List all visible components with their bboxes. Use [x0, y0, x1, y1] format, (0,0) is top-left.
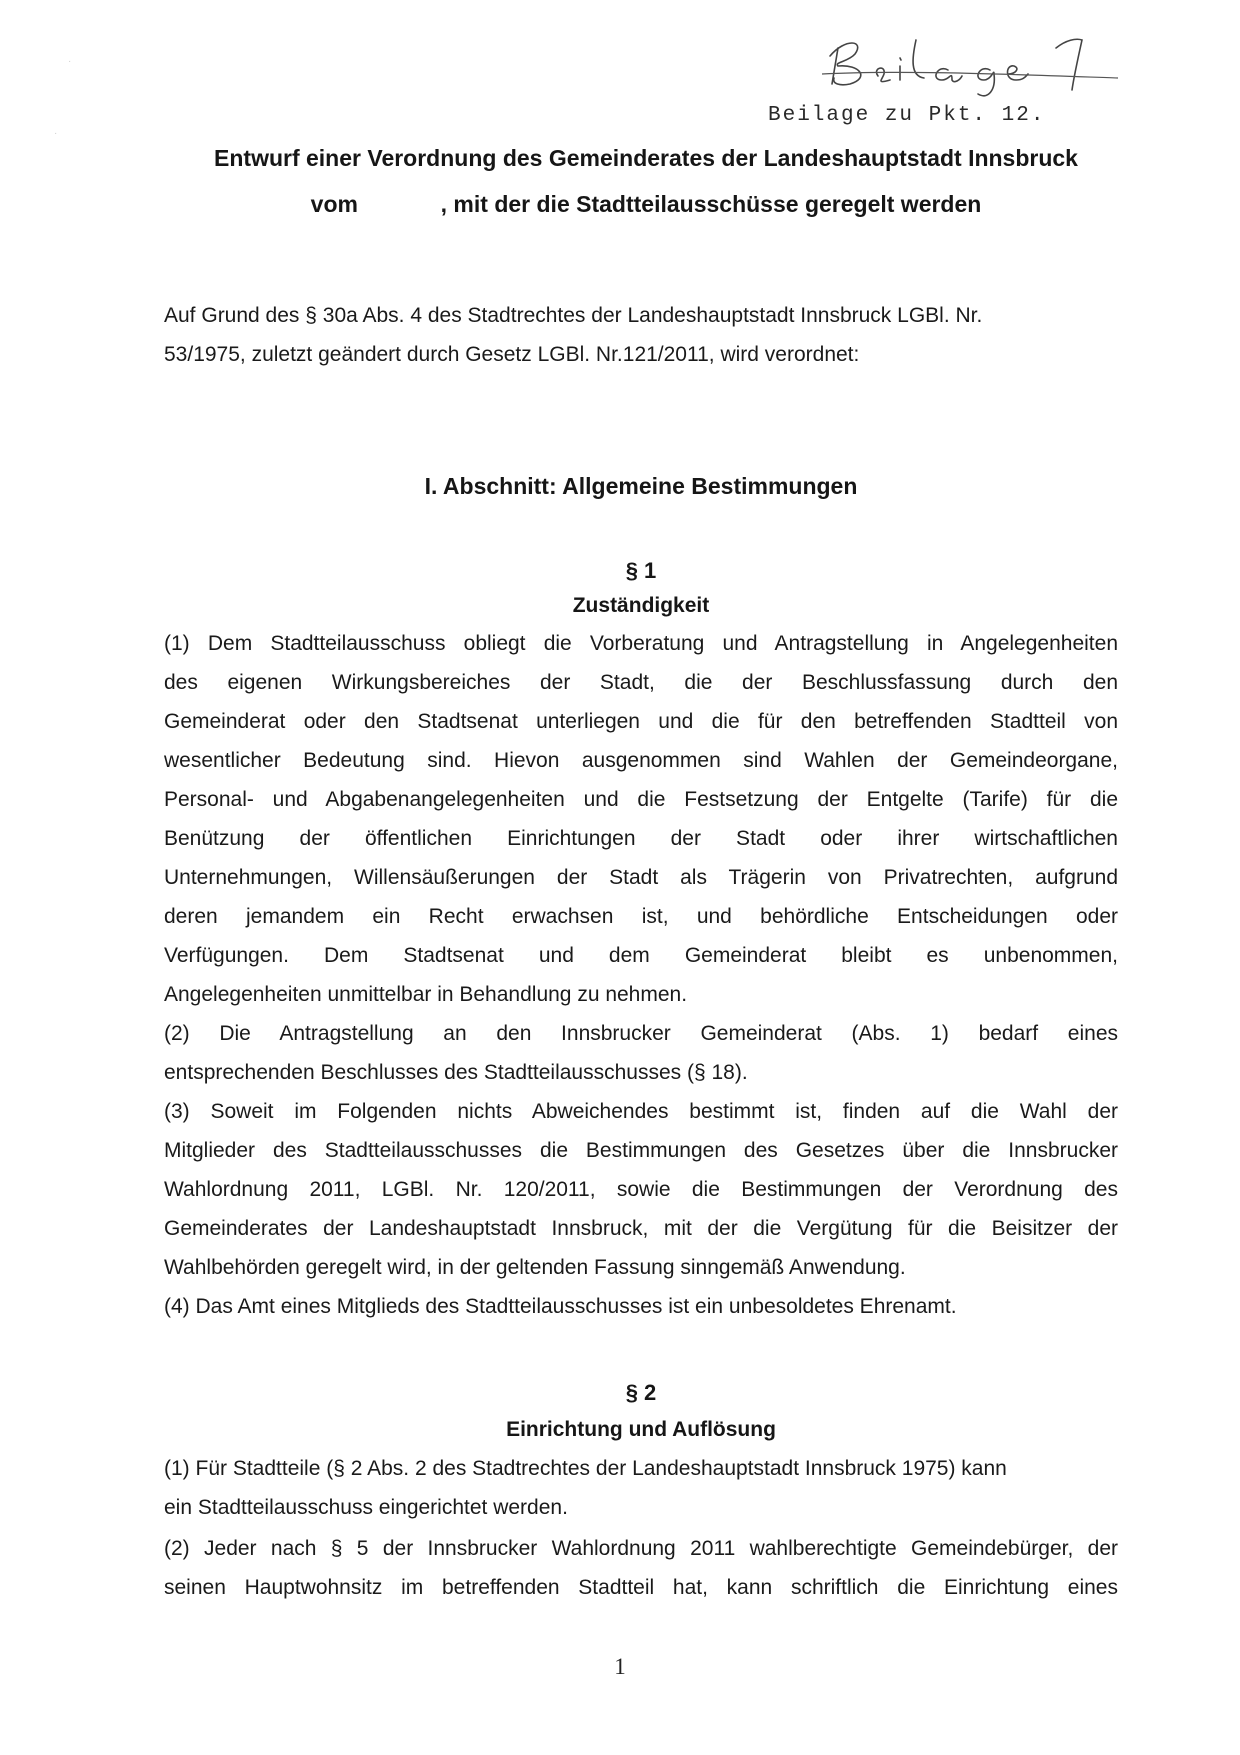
- text-line: (3) Soweit im Folgenden nichts Abweichendes bestimmt ist, finden auf die Wahl der: [164, 1100, 1118, 1123]
- text-line: seinen Hauptwohnsitz im betreffenden Stadtteil hat, kann schriftlich die Einrichtung eines: [164, 1576, 1118, 1599]
- preamble-line: 53/1975, zuletzt geändert durch Gesetz LGBl. Nr.121/2011, wird verordnet:: [164, 343, 860, 366]
- page-number: 1: [614, 1654, 626, 1679]
- text-line: Personal- und Abgabenangelegenheiten und die Festsetzung der Entgelte (Tarife) für die: [164, 788, 1118, 811]
- text-line: Mitglieder des Stadtteilausschusses die Bestimmungen des Gesetzes über die Innsbrucker: [164, 1139, 1118, 1162]
- beilage-reference: Beilage zu Pkt. 12.: [768, 104, 1046, 127]
- paragraph-number: § 1: [625, 558, 657, 583]
- paragraph-number: § 2: [625, 1380, 657, 1405]
- text-line: des eigenen Wirkungsbereiches der Stadt, die der Beschlussfassung durch den: [164, 671, 1118, 694]
- scan-speck: ·: [54, 128, 58, 139]
- paragraph-title: Einrichtung und Auflösung: [506, 1418, 776, 1441]
- document-title-line-1: Entwurf einer Verordnung des Gemeinderates der Landeshauptstadt Innsbruck: [214, 145, 1078, 171]
- text-line: (1) Dem Stadtteilausschuss obliegt die Vorberatung und Antragstellung in Angelegenheiten: [164, 632, 1118, 655]
- text-line: Gemeinderat oder den Stadtsenat unterliegen und die für den betreffenden Stadtteil von: [164, 710, 1118, 733]
- text-line: (1) Für Stadtteile (§ 2 Abs. 2 des Stadtrechtes der Landeshauptstadt Innsbruck 1975) kann: [164, 1457, 1007, 1480]
- preamble-line: Auf Grund des § 30a Abs. 4 des Stadtrechtes der Landeshauptstadt Innsbruck LGBl. Nr.: [164, 304, 983, 327]
- text-line: entsprechenden Beschlusses des Stadtteilausschusses (§ 18).: [164, 1061, 748, 1084]
- handwritten-beilage-signature: [820, 18, 1120, 98]
- text-line: Angelegenheiten unmittelbar in Behandlung zu nehmen.: [164, 983, 688, 1006]
- title-rest: , mit der die Stadtteilausschüsse geregelt werden: [440, 191, 982, 217]
- text-line: wesentlicher Bedeutung sind. Hievon ausgenommen sind Wahlen der Gemeindeorgane,: [164, 749, 1118, 772]
- text-line: Benützung der öffentlichen Einrichtungen der Stadt oder ihrer wirtschaftlichen: [164, 827, 1118, 850]
- document-title-line-2: [166, 190, 1126, 218]
- section-heading: I. Abschnitt: Allgemeine Bestimmungen: [424, 473, 858, 499]
- scan-speck: ·: [68, 56, 72, 67]
- text-line: Wahlordnung 2011, LGBl. Nr. 120/2011, sowie die Bestimmungen der Verordnung des: [164, 1178, 1118, 1201]
- text-line: Verfügungen. Dem Stadtsenat und dem Gemeinderat bleibt es unbenommen,: [164, 944, 1118, 967]
- paragraph-title: Zuständigkeit: [572, 594, 710, 617]
- text-line: (2) Die Antragstellung an den Innsbrucker Gemeinderat (Abs. 1) bedarf eines: [164, 1022, 1118, 1045]
- text-line: Gemeinderates der Landeshauptstadt Innsbruck, mit der die Vergütung für die Beisitzer der: [164, 1217, 1118, 1240]
- text-line: deren jemandem ein Recht erwachsen ist, und behördliche Entscheidungen oder: [164, 905, 1118, 928]
- text-line: ein Stadtteilausschuss eingerichtet werden.: [164, 1496, 568, 1519]
- handwritten-annotation: [820, 18, 1120, 98]
- title-vom: vom: [310, 191, 358, 217]
- text-line: (2) Jeder nach § 5 der Innsbrucker Wahlordnung 2011 wahlberechtigte Gemeindebürger, der: [164, 1537, 1118, 1560]
- text-line: (4) Das Amt eines Mitglieds des Stadtteilausschusses ist ein unbesoldetes Ehrenamt.: [164, 1295, 957, 1318]
- text-line: Wahlbehörden geregelt wird, in der geltenden Fassung sinngemäß Anwendung.: [164, 1256, 906, 1279]
- text-line: Unternehmungen, Willensäußerungen der Stadt als Trägerin von Privatrechten, aufgrund: [164, 866, 1118, 889]
